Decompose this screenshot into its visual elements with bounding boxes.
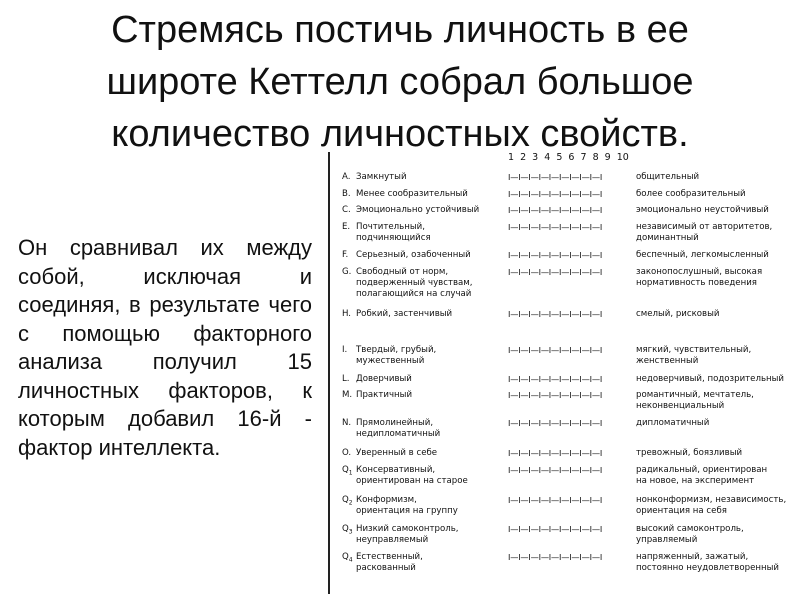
high-pole-label: независимый от авторитетов, доминантный <box>636 222 773 243</box>
low-pole-label: Твердый, грубый, мужественный <box>356 345 437 366</box>
high-pole-label: смелый, рисковый <box>636 309 720 319</box>
low-pole-label: Серьезный, озабоченный <box>356 250 471 260</box>
low-pole-label: Уверенный в себе <box>356 448 438 458</box>
high-pole-label: беспечный, легкомысленный <box>636 250 769 260</box>
scale-bar: I—I—I—I—I—I—I—I—I—I <box>508 495 603 505</box>
scale-bar: I—I—I—I—I—I—I—I—I—I <box>508 345 603 355</box>
high-pole-label: общительный <box>636 172 700 182</box>
high-pole-label: более сообразительный <box>636 189 746 199</box>
scale-bar: I—I—I—I—I—I—I—I—I—I <box>508 222 603 232</box>
factor-code: A. <box>342 172 351 182</box>
factor-code: N. <box>342 418 352 428</box>
title-line-2: широте Кеттелл собрал большое <box>106 61 694 103</box>
factor-code: E. <box>342 222 351 232</box>
high-pole-label: радикальный, ориентирован на новое, на эксперимент <box>636 465 768 486</box>
scale-bar: I—I—I—I—I—I—I—I—I—I <box>508 418 603 428</box>
low-pole-label: Конформизм, ориентация на группу <box>356 495 458 516</box>
high-pole-label: мягкий, чувствительный, женственный <box>636 345 752 366</box>
low-pole-label: Консервативный, ориентирован на старое <box>356 465 468 486</box>
high-pole-label: законопослушный, высокая нормативность поведения <box>636 267 763 288</box>
low-pole-label: Робкий, застенчивый <box>356 309 453 319</box>
factor-code: $Q_3$ <box>342 524 353 536</box>
high-pole-label: напряженный, зажатый, постоянно неудовлетворенный <box>636 552 779 573</box>
page-title <box>20 4 780 160</box>
factor-code: L. <box>342 374 350 384</box>
factor-code: B. <box>342 189 351 199</box>
scale-bar: I—I—I—I—I—I—I—I—I—I <box>508 390 603 400</box>
low-pole-label: Естественный, раскованный <box>356 552 423 573</box>
factor-code: $Q_1$ <box>342 465 353 477</box>
high-pole-label: романтичный, мечтатель, неконвенциальный <box>636 390 754 411</box>
high-pole-label: дипломатичный <box>636 418 710 428</box>
scale-bar: I—I—I—I—I—I—I—I—I—I <box>508 448 603 458</box>
factor-code: C. <box>342 205 351 215</box>
high-pole-label: эмоционально неустойчивый <box>636 205 769 215</box>
high-pole-label: недоверчивый, подозрительный <box>636 374 784 384</box>
factor-code: M. <box>342 390 353 400</box>
low-pole-label: Прямолинейный, недипломатичный <box>356 418 441 439</box>
factor-code: H. <box>342 309 352 319</box>
factor-code: O. <box>342 448 352 458</box>
scale-bar: I—I—I—I—I—I—I—I—I—I <box>508 205 603 215</box>
factor-code: F. <box>342 250 349 260</box>
low-pole-label: Практичный <box>356 390 413 400</box>
scale-header: 1 2 3 4 5 6 7 8 9 10 <box>508 152 629 163</box>
factor-code: $Q_4$ <box>342 552 353 564</box>
low-pole-label: Низкий самоконтроль, неуправляемый <box>356 524 459 545</box>
high-pole-label: высокий самоконтроль, управляемый <box>636 524 744 545</box>
low-pole-label: Эмоционально устойчивый <box>356 205 480 215</box>
scale-bar: I—I—I—I—I—I—I—I—I—I <box>508 267 603 277</box>
scale-bar: I—I—I—I—I—I—I—I—I—I <box>508 172 603 182</box>
low-pole-label: Менее сообразительный <box>356 189 468 199</box>
factor-code: $Q_2$ <box>342 495 353 507</box>
scale-bar: I—I—I—I—I—I—I—I—I—I <box>508 552 603 562</box>
scale-bar: I—I—I—I—I—I—I—I—I—I <box>508 309 603 319</box>
scale-bar: I—I—I—I—I—I—I—I—I—I <box>508 189 603 199</box>
title-line-3: количество личностных свойств. <box>111 113 689 155</box>
low-pole-label: Доверчивый <box>356 374 412 384</box>
low-pole-label: Свободный от норм, подверженный чувствам, полагающийся на случай <box>356 267 473 299</box>
high-pole-label: нонконформизм, независимость, ориентация на себя <box>636 495 787 516</box>
title-line-1: Стремясь постичь личность в ее <box>111 9 689 51</box>
cattell-factor-table <box>328 152 796 594</box>
low-pole-label: Почтительный, подчиняющийся <box>356 222 431 243</box>
body-paragraph: Он сравнивал их между собой, исключая и соединяя, в результате чего с помощью факторного анализа получил 15 личностных факторов, к которым добавил 16-й - фактор интеллекта. <box>18 235 312 460</box>
scale-bar: I—I—I—I—I—I—I—I—I—I <box>508 524 603 534</box>
factor-code: I. <box>342 345 348 355</box>
scale-bar: I—I—I—I—I—I—I—I—I—I <box>508 374 603 384</box>
factor-code: G. <box>342 267 352 277</box>
scale-bar: I—I—I—I—I—I—I—I—I—I <box>508 250 603 260</box>
scale-bar: I—I—I—I—I—I—I—I—I—I <box>508 465 603 475</box>
low-pole-label: Замкнутый <box>356 172 407 182</box>
high-pole-label: тревожный, боязливый <box>636 448 743 458</box>
